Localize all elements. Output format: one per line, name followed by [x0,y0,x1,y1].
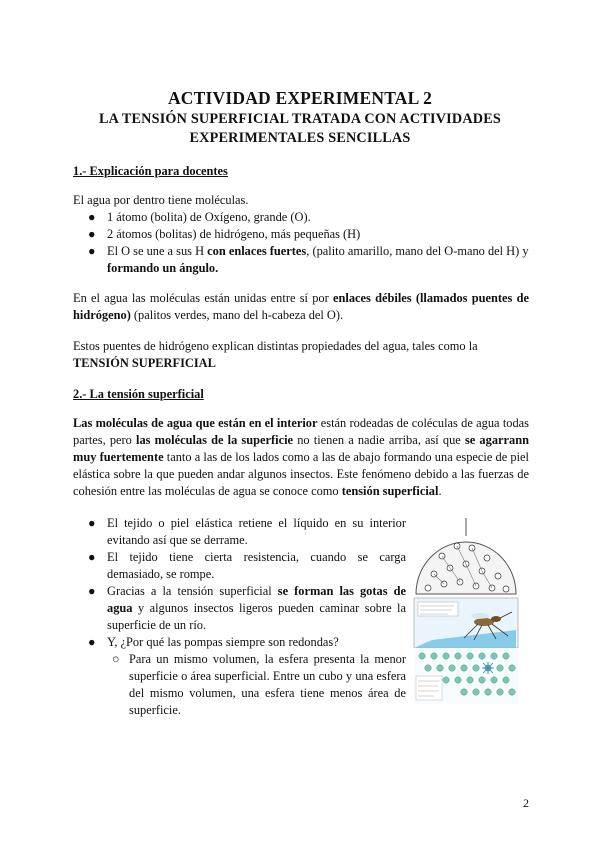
bullet-icon: ● [88,210,96,224]
water-molecule-dome [416,518,516,594]
bullet-icon: ● [88,227,96,241]
subtitle-line-2: EXPERIMENTALES SENCILLAS [189,130,411,146]
properties-bullet-list [73,515,406,719]
section-2-heading: 2.- La tensión superficial [73,387,204,401]
list-item: ○ Para un mismo volumen, la esfera presenta la menor superficie o área superficial. Entre un cubo y una esfera del mismo volumen, una esfera tiene menos área de superficie. [112,652,406,717]
list-item: ● 2 átomos (bolitas) de hidrógeno, más pequeñas (H) [88,227,361,241]
sub-bullet-list [107,651,406,719]
surface-tension-intro-paragraph: Estos puentes de hidrógeno explican distintas propiedades del agua, tales como la TENSIÓN SUPERFICIAL [73,339,478,370]
section-1-intro: El agua por dentro tiene moléculas. [73,193,249,207]
sub-bullet-icon: ○ [112,652,120,666]
bullet-icon: ● [88,584,96,598]
list-item: ● 1 átomo (bolita) de Oxígeno, grande (O). [88,210,311,224]
surface-tension-illustration [412,516,520,706]
page-number: 2 [523,796,529,810]
insect-on-water-panel [414,598,518,648]
list-item: ● El O se une a sus H con enlaces fuertes, (palito amarillo, mano del O-mano del H) y formando un ángulo. [88,244,529,275]
subtitle-line-1: LA TENSIÓN SUPERFICIAL TRATADA CON ACTIVIDADES [99,111,501,127]
list-item: ● El tejido o piel elástica retiene el líquido en su interior evitando así que se derrame. [88,516,406,547]
molecule-grid-panel [414,648,518,704]
page-title: ACTIVIDAD EXPERIMENTAL 2 [167,88,433,108]
surface-tension-paragraph: Las moléculas de agua que están en el interior están rodeadas de coléculas de agua todas partes, pero las moléculas de la superficie no tienen a nadie arriba, así que se agarrann muy fuertemente tanto a las de los lados como a las de abajo formando una especie de piel elástica sobre la que pueden andar algunos insectos. Este fenómeno debido a las fuerzas de cohesión entre las moléculas de agua se conoce como tensión superficial. [73,416,529,498]
molecule-bullet-list [73,209,531,277]
bullet-icon: ● [88,550,96,564]
bullet-icon: ● [88,635,96,649]
list-item: ● El tejido tiene cierta resistencia, cuando se carga demasiado, se rompe. [88,550,406,581]
section-1-heading: 1.- Explicación para docentes [73,164,228,178]
bullet-icon: ● [88,516,96,530]
bullet-icon: ● [88,244,96,258]
list-item: ● Y, ¿Por qué las pompas siempre son redondas? ○ Para un mismo volumen, la esfera presenta la menor superficie o área superficial. Entre un cubo y una esfera del mismo volumen, una esfera tiene menos área de superficie. [88,635,406,717]
list-item: ● Gracias a la tensión superficial se forman las gotas de agua y algunos insectos ligeros pueden caminar sobre la superficie de un río. [88,584,406,632]
hydrogen-bond-paragraph: En el agua las moléculas están unidas entre sí por enlaces débiles (llamados puentes de hidrógeno) (palitos verdes, mano del h-cabeza del O). [73,291,529,322]
page-subtitle [60,110,540,148]
